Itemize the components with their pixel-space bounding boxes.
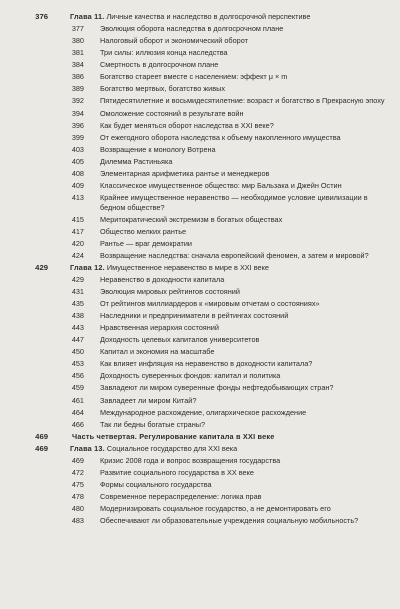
toc-entry <box>20 299 386 309</box>
toc-entry <box>20 359 386 369</box>
toc-entry <box>20 420 386 430</box>
toc-title: Наследники и предприниматели в рейтингах состояний <box>100 311 289 321</box>
toc-entry <box>20 504 386 514</box>
toc-entry <box>20 227 386 237</box>
toc-entry <box>20 287 386 297</box>
toc-entry <box>20 468 386 478</box>
toc-entry <box>20 383 386 393</box>
page-number: 424 <box>71 250 84 260</box>
page-number: 380 <box>71 36 84 46</box>
chapter-title: Социальное государство для XXI века <box>106 443 238 453</box>
page-number: 475 <box>71 479 84 489</box>
page-number: 483 <box>71 516 84 526</box>
toc-entry <box>20 24 386 34</box>
toc-title: Развитие социального государства в XX веке <box>100 467 254 477</box>
toc-entry <box>20 251 386 261</box>
page-number: 381 <box>71 48 84 58</box>
toc-title: Доходность суверенных фондов: капитал и политика <box>100 371 281 381</box>
toc-entry <box>20 72 386 82</box>
toc-entry <box>20 169 386 179</box>
toc-title: Нравственная иерархия состояний <box>100 323 219 333</box>
toc-title: Неравенство в доходности капитала <box>100 274 225 284</box>
toc-entry <box>20 60 386 70</box>
toc-title: Меритократический экстремизм в богатых обществах <box>100 214 283 224</box>
page-number: 461 <box>71 395 84 405</box>
toc-title: Три силы: иллюзия конца наследства <box>100 48 228 58</box>
page-number: 429 <box>71 274 84 284</box>
toc-entry <box>20 275 386 285</box>
toc-title: Капитал и экономия на масштабе <box>100 347 215 357</box>
toc-entry <box>20 215 386 225</box>
toc-chapter <box>20 263 386 273</box>
toc-title <box>48 263 386 273</box>
toc-title: От ежегодного оборота наследства к объему накопленного имущества <box>100 132 341 142</box>
page-number: 472 <box>71 467 84 477</box>
chapter-title: Личные качества и наследство в долгосрочной перспективе <box>106 12 311 21</box>
toc-title: Доходность целевых капиталов университетов <box>100 335 260 345</box>
toc-chapter <box>20 444 386 454</box>
page-number: 431 <box>71 286 84 296</box>
toc-entry <box>20 371 386 381</box>
page-number: 435 <box>71 299 84 309</box>
toc-entry <box>20 408 386 418</box>
toc-title: Богатство мертвых, богатство живых <box>100 84 226 94</box>
toc-title: Эволюция оборота наследства в долгосрочном плане <box>100 24 284 34</box>
page-number: 420 <box>71 238 84 248</box>
chapter-label: Глава 13. <box>70 443 105 453</box>
page-number: 464 <box>71 407 84 417</box>
chapter-label: Глава 11. <box>70 12 105 21</box>
toc-entry <box>20 133 386 143</box>
page-number: 399 <box>71 132 84 142</box>
page-number: 386 <box>71 72 84 82</box>
page-number: 469 <box>35 431 48 441</box>
toc-title: Крайнее имущественное неравенство — необходимое условие цивилизации в бедном обществе? <box>100 192 368 212</box>
page-number: 408 <box>71 168 84 178</box>
toc-title: Смертность в долгосрочном плане <box>100 60 219 70</box>
page-number: 417 <box>71 226 84 236</box>
toc-entry <box>20 36 386 46</box>
page-number: 459 <box>71 383 84 393</box>
toc-entry <box>20 96 386 106</box>
toc-title: Формы социального государства <box>100 479 212 489</box>
page-number: 389 <box>71 84 84 94</box>
page-number: 429 <box>35 262 48 272</box>
page-number: 469 <box>71 455 84 465</box>
toc-title: Как влияет инфляция на неравенство в доходности капитала? <box>100 359 313 369</box>
toc-title: Богатство стареет вместе с населением: эффект μ × m <box>100 72 288 82</box>
toc-title: Возвращение к монологу Вотрена <box>100 144 216 154</box>
toc-title: Модернизировать социальное государство, а не демонтировать его <box>100 504 331 514</box>
page-number: 376 <box>35 12 48 21</box>
toc-entry <box>20 121 386 131</box>
toc-title: Омоложение состояний в результате войн <box>100 108 244 118</box>
toc-title: Общество мелких рантье <box>100 226 187 236</box>
page-number: 413 <box>71 192 84 202</box>
toc-title: Пятидесятилетние и восьмидесятилетние: возраст и богатство в Прекрасную эпоху <box>100 96 385 106</box>
toc-entry <box>20 239 386 249</box>
page-number: 450 <box>71 347 84 357</box>
toc-entry <box>20 193 386 212</box>
page-number: 443 <box>71 323 84 333</box>
page-number: 480 <box>71 504 84 514</box>
toc-entry <box>20 181 386 191</box>
toc-entry <box>20 335 386 345</box>
page-number: 403 <box>71 144 84 154</box>
toc-title: Завладеет ли миром Китай? <box>100 395 197 405</box>
toc-entry <box>20 516 386 526</box>
page-number: 456 <box>71 371 84 381</box>
toc-title <box>48 12 386 22</box>
toc-title: Международное расхождение, олигархическое расхождение <box>100 407 307 417</box>
chapter-label: Глава 12. <box>70 262 105 272</box>
page-number: 438 <box>71 311 84 321</box>
page-number: 453 <box>71 359 84 369</box>
toc-entry <box>20 492 386 502</box>
page-number: 447 <box>71 335 84 345</box>
toc-title: Классическое имущественное общество: мир Бальзака и Джейн Остин <box>100 180 342 190</box>
toc-title: Так ли бедны богатые страны? <box>100 419 206 429</box>
toc-title: Рантье — враг демократии <box>100 238 192 248</box>
toc-chapter <box>20 12 386 22</box>
toc-entry <box>20 323 386 333</box>
toc-entry <box>20 396 386 406</box>
page-number: 396 <box>71 120 84 130</box>
toc-entry <box>20 145 386 155</box>
toc-title: От рейтингов миллиардеров к «мировым отчетам о состояниях» <box>100 299 320 309</box>
page-number: 394 <box>71 108 84 118</box>
toc-title: Завладеют ли миром суверенные фонды нефтедобывающих стран? <box>100 383 334 393</box>
toc-title: Как будет меняться оборот наследства в XXI веке? <box>100 120 274 130</box>
toc-entry <box>20 48 386 58</box>
page-number: 405 <box>71 156 84 166</box>
toc-title: Эволюция мировых рейтингов состояний <box>100 286 240 296</box>
page-number: 377 <box>71 24 84 34</box>
toc-title: Налоговый оборот и экономический оборот <box>100 36 248 46</box>
page-number: 409 <box>71 180 84 190</box>
toc-entry <box>20 84 386 94</box>
toc-entry <box>20 480 386 490</box>
toc-title: Элементарная арифметика рантье и менеджеров <box>100 168 270 178</box>
part-title: Часть четвертая. Регулирование капитала в XXI веке <box>72 431 275 441</box>
toc-title: Современное перераспределение: логика прав <box>100 492 262 502</box>
toc-part <box>20 432 386 442</box>
toc-entry <box>20 109 386 119</box>
page-number: 415 <box>71 214 84 224</box>
toc-title: Возвращение наследства: сначала европейский феномен, а затем и мировой? <box>100 250 369 260</box>
toc-entry <box>20 347 386 357</box>
page-number: 384 <box>71 60 84 70</box>
toc-title: Дилемма Растиньяка <box>100 156 173 166</box>
toc-title: Обеспечивают ли образовательные учреждения социальную мобильность? <box>100 516 359 526</box>
chapter-title: Имущественное неравенство в мире в XXI веке <box>106 262 269 272</box>
page-number: 478 <box>71 492 84 502</box>
page-number: 392 <box>71 96 84 106</box>
toc-entry <box>20 311 386 321</box>
toc-entry <box>20 157 386 167</box>
page-number: 466 <box>71 419 84 429</box>
toc-title: Кризис 2008 года и вопрос возвращения государства <box>100 455 281 465</box>
toc-entry <box>20 456 386 466</box>
page-number: 469 <box>35 443 48 453</box>
toc-title <box>48 444 386 454</box>
